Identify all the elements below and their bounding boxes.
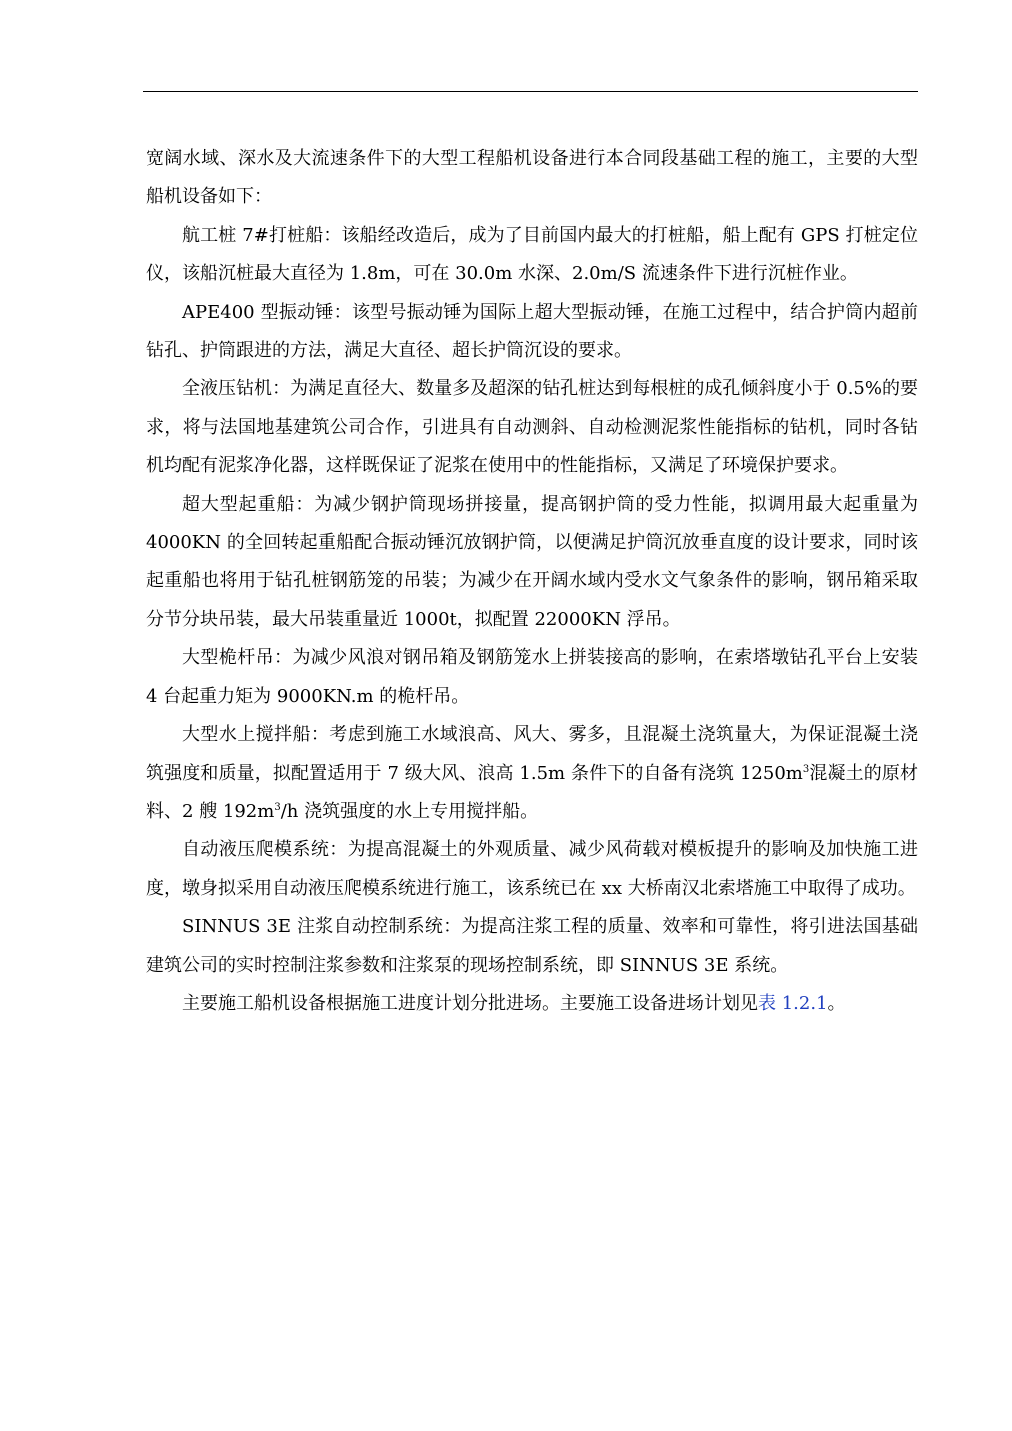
superscript-cubic-1: 3 xyxy=(802,763,810,775)
paragraph-vibratory-hammer: APE400 型振动锤：该型号振动锤为国际上超大型振动锤，在施工过程中，结合护筒内超前钻孔、护筒跟进的方法，满足大直径、超长护筒沉设的要求。 xyxy=(146,301,918,362)
paragraph-grouting-system: SINNUS 3E 注浆自动控制系统：为提高注浆工程的质量、效率和可靠性，将引进法国基础建筑公司的实时控制注浆参数和注浆泵的现场控制系统，即 SINNUS 3E 系统。 xyxy=(146,916,918,976)
header-rule xyxy=(143,91,918,92)
schedule-period: 。 xyxy=(827,992,846,1014)
paragraph-crane-ship: 超大型起重船：为减少钢护筒现场拼接量，提高钢护筒的受力性能，拟调用最大起重量为 4000KN 的全回转起重船配合振动锤沉放钢护筒，以便满足护筒沉放垂直度的设计要求，同时该起重船也将用于钻孔桩钢筋笼的吊装；为减少在开阔水域内受水文气象条件的影响，钢吊箱采取分节分块吊装，最大吊装重量近 1000t，拟配置 22000KN 浮吊。 xyxy=(146,493,918,630)
document-body xyxy=(146,140,918,1023)
schedule-text: 主要施工船机设备根据施工进度计划分批进场。主要施工设备进场计划见 xyxy=(182,992,758,1014)
mixing-ship-text-a: 大型水上搅拌船：考虑到施工水域浪高、风大、雾多，且混凝土浇筑量大，为保证混凝土浇筑强度和质量，拟配置适用于 7 级大风、浪高 1.5m 条件下的自备有浇筑 1250m xyxy=(146,724,918,784)
mixing-ship-text-b: 混凝土的原材料、2 艘 192m xyxy=(146,762,919,822)
paragraph-pile-driving-ship: 航工桩 7#打桩船：该船经改造后，成为了目前国内最大的打桩船，船上配有 GPS 打桩定位仪，该船沉桩最大直径为 1.8m，可在 30.0m 水深、2.0m/S 流速条件下进行沉桩作业。 xyxy=(146,224,918,285)
paragraph-schedule xyxy=(146,985,918,1023)
paragraph-hydraulic-drill: 全液压钻机：为满足直径大、数量多及超深的钻孔桩达到每根桩的成孔倾斜度小于 0.5%的要求，将与法国地基建筑公司合作，引进具有自动测斜、自动检测泥浆性能指标的钻机，同时各钻机均配有泥浆净化器，这样既保证了泥浆在使用中的性能指标，又满足了环境保护要求。 xyxy=(146,378,918,477)
paragraph-mast-crane: 大型桅杆吊：为减少风浪对钢吊箱及钢筋笼水上拼装接高的影响，在索塔墩钻孔平台上安装 4 台起重力矩为 9000KN.m 的桅杆吊。 xyxy=(146,647,918,707)
table-reference-link[interactable]: 表 1.2.1 xyxy=(758,992,828,1014)
paragraph-intro: 宽阔水域、深水及大流速条件下的大型工程船机设备进行本合同段基础工程的施工，主要的大型船机设备如下： xyxy=(146,148,918,208)
paragraph-climbing-formwork: 自动液压爬模系统：为提高混凝土的外观质量、减少风荷载对模板提升的影响及加快施工进度，墩身拟采用自动液压爬模系统进行施工，该系统已在 xx 大桥南汉北索塔施工中取得了成功。 xyxy=(146,839,918,899)
paragraph-mixing-ship xyxy=(146,716,918,831)
mixing-ship-text-c: /h 浇筑强度的水上专用搅拌船。 xyxy=(280,800,539,822)
superscript-cubic-2: 3 xyxy=(274,801,281,813)
